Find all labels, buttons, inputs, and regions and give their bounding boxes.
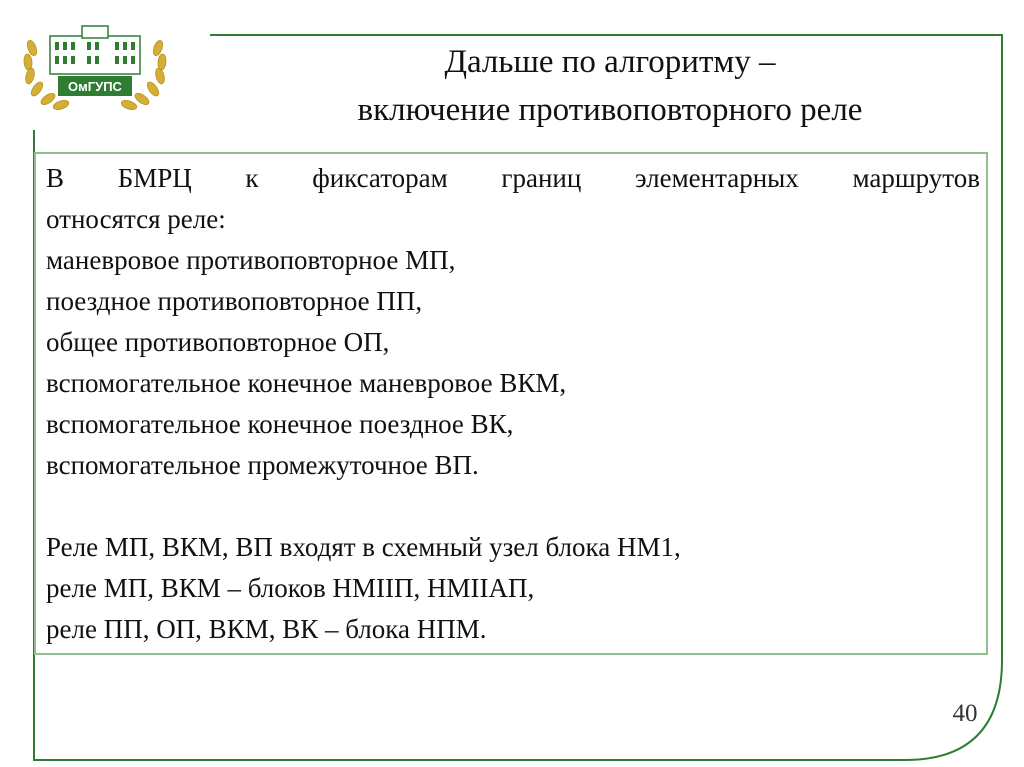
note-line: реле МП, ВКМ – блоков НМIIП, НМIIАП, [46,573,535,603]
intro-line-1: В БМРЦ к фиксаторам границ элементарных маршрутов [46,163,980,193]
title-line-1: Дальше по алгоритму – [444,44,776,80]
university-logo [20,18,170,118]
content-text [46,158,980,650]
note-line: Реле МП, ВКМ, ВП входят в схемный узел блока НМ1, [46,532,681,562]
title-line-2: включение противоповторного реле [357,92,863,128]
list-item: общее противоповторное ОП, [46,327,390,357]
list-item: маневровое противоповторное МП, [46,245,456,275]
list-item: вспомогательное конечное маневровое ВКМ, [46,368,567,398]
list-item: поездное противоповторное ПП, [46,286,423,316]
page-number: 40 [952,700,978,727]
intro-line-2: относятся реле: [46,204,226,234]
svg-text:ОмГУПС: ОмГУПС [68,79,122,94]
slide-title [220,38,1000,134]
note-line: реле ПП, ОП, ВКМ, ВК – блока НПМ. [46,614,487,644]
list-item: вспомогательное конечное поездное ВК, [46,409,514,439]
spacer [46,486,980,527]
list-item: вспомогательное промежуточное ВП. [46,450,479,480]
